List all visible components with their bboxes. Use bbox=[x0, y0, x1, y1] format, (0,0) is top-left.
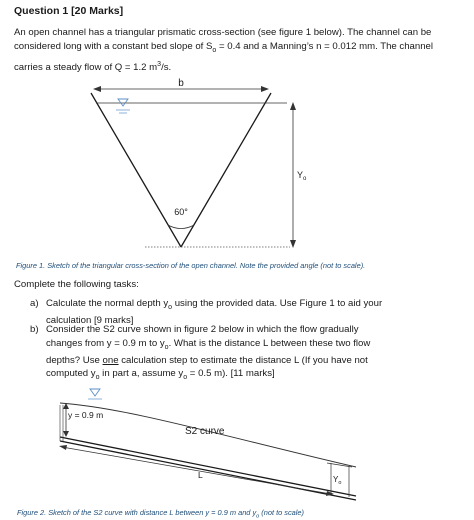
s2-curve-label: S2 curve bbox=[185, 426, 225, 437]
intro-line-1: An open channel has a triangular prismatic cross-section (see figure 1 below). The channel can be bbox=[14, 27, 432, 38]
figure-1-cross-section bbox=[91, 78, 307, 248]
label-yo: $Y_o$ bbox=[297, 170, 307, 182]
task-b-label: b) bbox=[30, 324, 39, 335]
label-b: b bbox=[178, 78, 184, 89]
water-surface-icon-2 bbox=[90, 389, 100, 396]
question-title: Question 1 [20 Marks] bbox=[14, 5, 124, 17]
figure-2-caption: Figure 2. Sketch of the S2 curve with distance L between y = 0.9 m and $y_o$ (not to scale) bbox=[17, 508, 305, 520]
intro-line-2: considered long with a constant bed slope of $S_o = 0.4$ and a Manning’s n = 0.012 mm. The channel bbox=[14, 41, 434, 54]
task-a-label: a) bbox=[30, 298, 39, 309]
water-surface-icon bbox=[118, 99, 128, 106]
figure-2-s2-curve bbox=[59, 389, 356, 500]
task-b-text: Consider the S2 curve shown in figure 2 below in which the flow gradually changes from y = 0.9 m to $y_o$. What is the distance L between these two flow depths? Use one calculation step to estimate the distance L (If you have not computed $y_o$ in part a, assume $y_o = 0.5$ m). [11 marks] bbox=[46, 324, 371, 382]
intro-line-3: carries a steady flow of Q = 1.2 $m^3/s$. bbox=[14, 60, 172, 74]
tasks-heading: Complete the following tasks: bbox=[14, 279, 139, 290]
figure-1-caption: Figure 1. Sketch of the triangular cross-section of the open channel. Note the provided angle (not to scale). bbox=[16, 261, 366, 270]
yo-label: $Y_o$ bbox=[333, 475, 342, 486]
length-label: L bbox=[198, 470, 203, 480]
angle-label: 60° bbox=[174, 207, 188, 217]
depth-label: y = 0.9 m bbox=[68, 410, 104, 420]
task-a-text: Calculate the normal depth $y_o$ using the provided data. Use Figure 1 to aid your calculation [9 marks] bbox=[46, 298, 383, 327]
